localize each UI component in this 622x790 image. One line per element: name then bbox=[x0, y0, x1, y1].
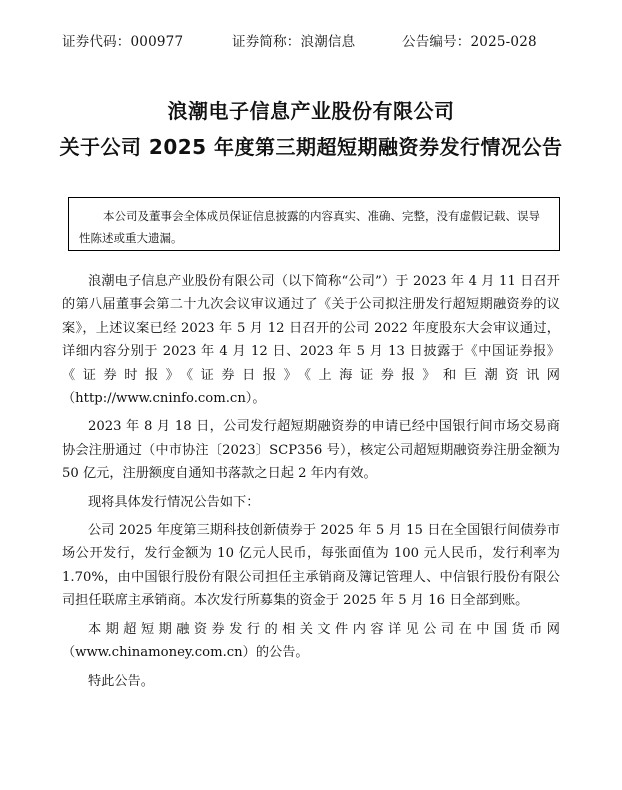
paragraph-registration: 2023 年 8 月 18 日，公司发行超短期融资券的申请已经中国银行间市场交易商协会注册通过（中市协注〔2023〕SCP356 号），核定公司超短期融资券注册金额为 50 亿元，注册额度自通知书落款之日起 2 年内有效。 bbox=[62, 419, 560, 482]
announcement-title: 关于公司 2025 年度第三期超短期融资券发行情况公告 bbox=[59, 135, 563, 159]
paragraph-issuance-details: 公司 2025 年度第三期科技创新债券于 2025 年 5 月 15 日在全国银行间债券市场公开发行，发行金额为 10 亿元人民币，每张面值为 100 元人民币，发行利率为 1.70%，由中国银行股份有限公司担任主承销商及簿记管理人、中信银行股份有限公司担任联席主承销商。本次发行所募集的资金于 2025 年 5 月 16 日全部到账。 bbox=[62, 523, 560, 609]
paragraph-intro: 现将具体发行情况公告如下： bbox=[88, 494, 260, 510]
disclosure-notice-box: 本公司及董事会全体成员保证信息披露的内容真实、准确、完整，没有虚假记载、误导性陈述或重大遗漏。 bbox=[68, 197, 560, 251]
paragraph-reference: 本期超短期融资券发行的相关文件内容详见公司在中国货币网（www.chinamoney.com.cn）的公告。 bbox=[62, 621, 560, 661]
stock-abbreviation: 证券简称：浪潮信息 bbox=[232, 34, 356, 50]
announcement-number: 公告编号：2025-028 bbox=[402, 34, 537, 50]
announcement-body bbox=[62, 270, 560, 698]
stock-code: 证券代码：000977 bbox=[62, 34, 184, 50]
paragraph-closing: 特此公告。 bbox=[88, 673, 154, 689]
document-header bbox=[62, 30, 542, 50]
company-name-title: 浪潮电子信息产业股份有限公司 bbox=[167, 99, 455, 123]
paragraph-background: 浪潮电子信息产业股份有限公司（以下简称“公司”）于 2023 年 4 月 11 日召开的第八届董事会第二十九次会议审议通过了《关于公司拟注册发行超短期融资券的议案》，上述议案已经 2023 年 5 月 12 日召开的公司 2022 年度股东大会审议通过，详细内容分别于 2023 年 4 月 12 日、2023 年 5 月 13 日披露于《中国证券报》《证券时报》《证券日报》《上海证券报》和巨潮资讯网（http://www.cninfo.com.cn）。 bbox=[62, 274, 560, 407]
